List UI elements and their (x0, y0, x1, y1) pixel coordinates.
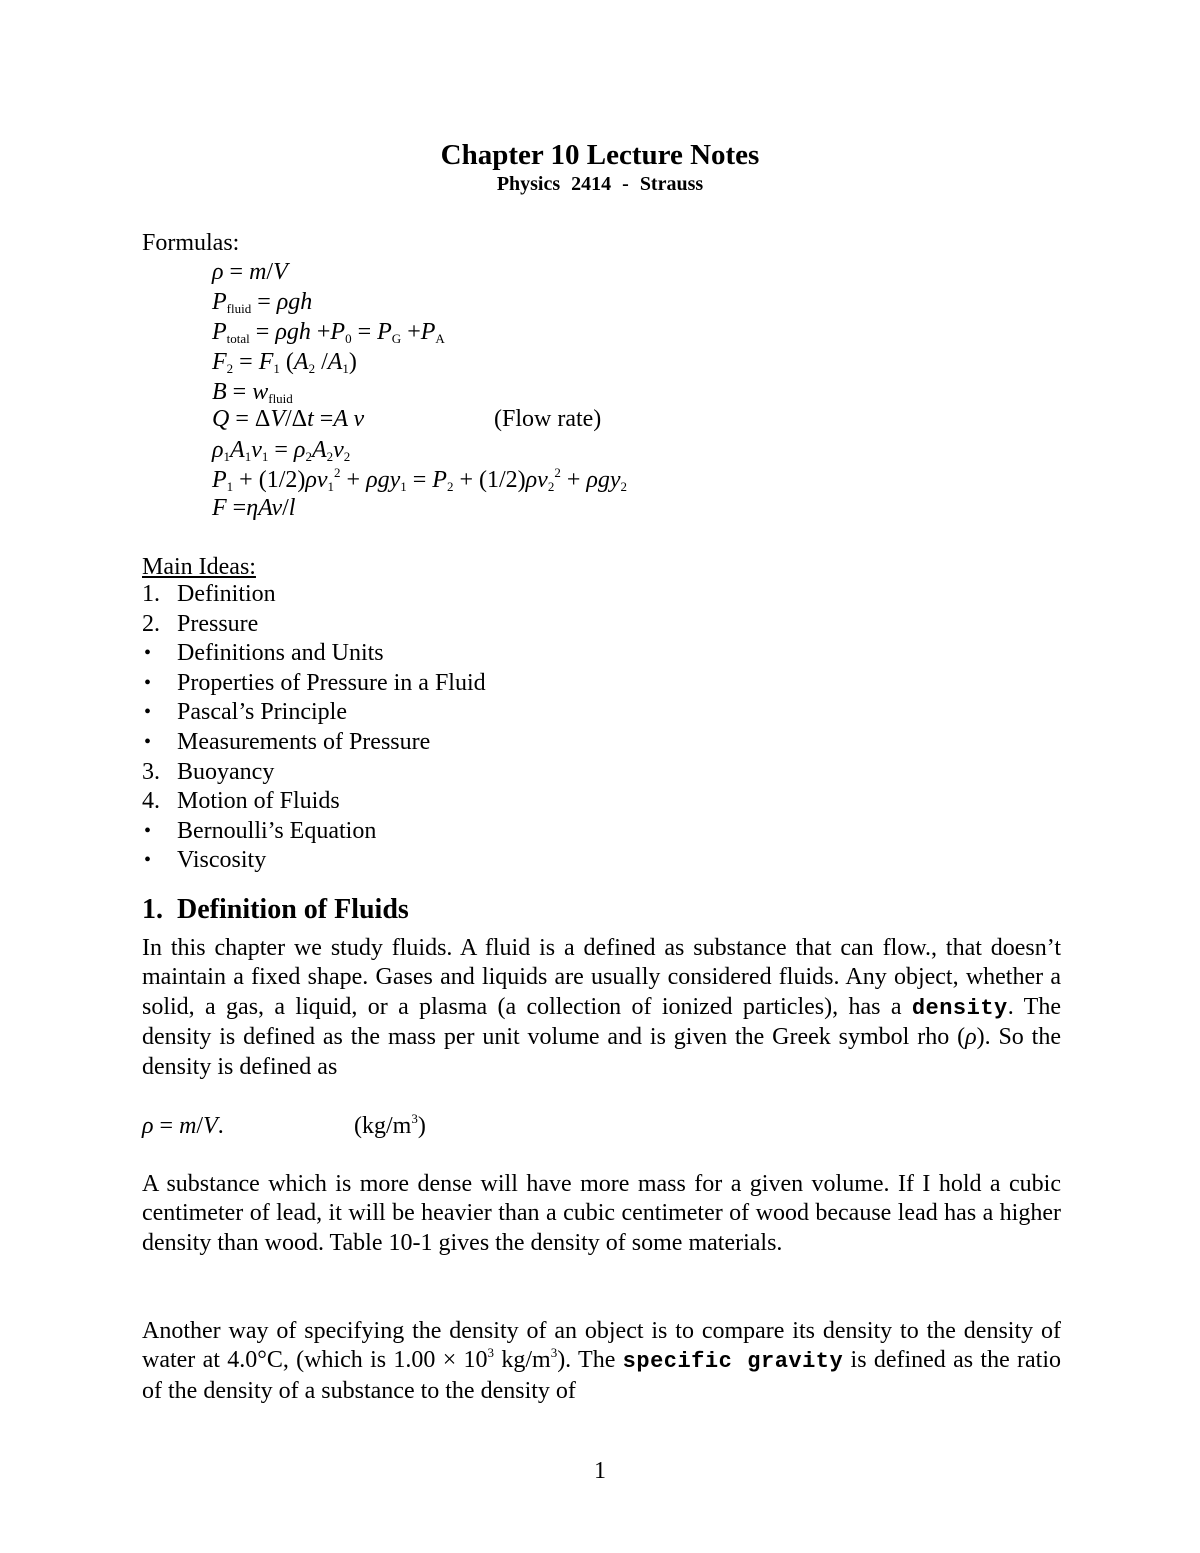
density-unit: (kg/m (354, 1113, 412, 1139)
formulas-heading: Formulas: (142, 230, 240, 256)
document-subtitle: Physics 2414 - Strauss (496, 173, 704, 195)
formula-total-pressure: $P_{total} = \rho gh +P_0 = P_G +P_A$ (212, 319, 445, 346)
formula-viscosity: F =ηAv/l (212, 495, 296, 521)
document-title: Chapter 10 Lecture Notes (440, 139, 760, 171)
formula-hydraulic-lift: $F_2 = F_1$ ($A_2$ $/A_1$) (212, 349, 357, 376)
paragraph-density-comparison: A substance which is more dense will have more mass for a given volume. If I hold a cubic centimeter of lead, it will be heavier than a cubic centimeter of wood because lead has a higher density than wood. Table 10-1 gives the density of some materials. (142, 1171, 1061, 1256)
paragraph-specific-gravity: Another way of specifying the density of an object is to compare its density to the density of water at 4.0°C, (which is $1.00 \times 10^3$ $kg/m^3$). The specific gravity is defined as the ratio of the density of a substance to the density of (142, 1318, 1062, 1404)
paragraph-definition: In this chapter we study fluids. A fluid is a defined as substance that can flow., that doesn’t maintain a fixed shape. Gases and liquids are usually considered fluids. Any object, whether a solid, a gas, a liquid, or a plasma (a collection of ionized particles), has a density. The density is defined as the mass per unit volume and is given the Greek symbol rho (ρ). So the density is defined as (142, 935, 1061, 1080)
flow-rate-note: (Flow rate) (494, 406, 602, 432)
formula-density: ρ = m/V (212, 259, 288, 285)
main-ideas-heading: Main Ideas: (142, 554, 256, 580)
page-number: 1 (594, 1458, 606, 1484)
formula-continuity: $\rho_1A_1v_1 = \rho_2A_2v_2$ (212, 437, 351, 464)
section-heading: 1. Definition of Fluids (142, 894, 409, 925)
formula-bernoulli: $P_1 + (1/2)\rho v_1^2 + \rho gy_1 = P_2 + (1/2)\rho v_2^2 + \rho gy_2$ (212, 465, 628, 494)
term-density: density (911, 995, 1008, 1021)
formula-buoyancy: $B = w_{fluid}$ (212, 379, 293, 406)
document-page: Chapter 10 Lecture Notes Physics 2414 - Strauss Formulas: ρ = m/V $P_{fluid} = \rho gh$ $P_{total} = \rho gh +P_0 = P_G +P_A$ $F_2 = F_1$ ($A_2$ $/A_1$) $B = w_{fluid}$ Q = ΔV/Δt =A v (Flow rate) $\rho_1A_1v_1 = \rho_2A_2v_2$ $P_1 + (1/2)\rho v_1^2 + \rho gy_1 = P_2 + (1/2)\rho v_2^2 + \rho gy_2$ F =ηAv/l Main Ideas: 1. Definition 2. Pressure • Definitions and Units • Properties of Pressure in a Fluid • Pascal’s Principle • Measurements of Pressure 3. Buoyancy 4. Motion of Fluids • Bernoulli’s Equation • Viscosity 1. Definition of Fluids In this chapter we study fluids. A fluid is a defined as substance that can flow., that doesn’t maintain a fixed shape. Gases and liquids are usually considered fluids. Any object, whether a solid, a gas, a liquid, or a plasma (a collection of ionized particles), has a density. The density is defined as the mass per unit volume and is given the Greek symbol rho (ρ). So the density is defined as ρ = m/V. $(kg/m^3)$ A substance which is more dense will have more mass for a given volume. If I hold a cubic centimeter of lead, it will be heavier than a cubic centimeter of wood because lead has a higher density than wood. Table 10-1 gives the density of some materials. Another way of specifying the density of an object is to compare its density to the density of water at 4.0°C, (which is $1.00 \times 10^3$ $kg/m^3$). The specific gravity is defined as the ratio of the density of a substance to the density of 1 (0, 0, 1200, 1553)
formula-fluid-pressure: $P_{fluid} = \rho gh$ (212, 289, 313, 316)
equation-density: ρ = m/V. $(kg/m^3)$ (142, 1111, 426, 1139)
formula-flow-rate: Q = ΔV/Δt =A v (Flow rate) (212, 406, 602, 432)
term-specific-gravity: specific gravity (622, 1349, 844, 1375)
